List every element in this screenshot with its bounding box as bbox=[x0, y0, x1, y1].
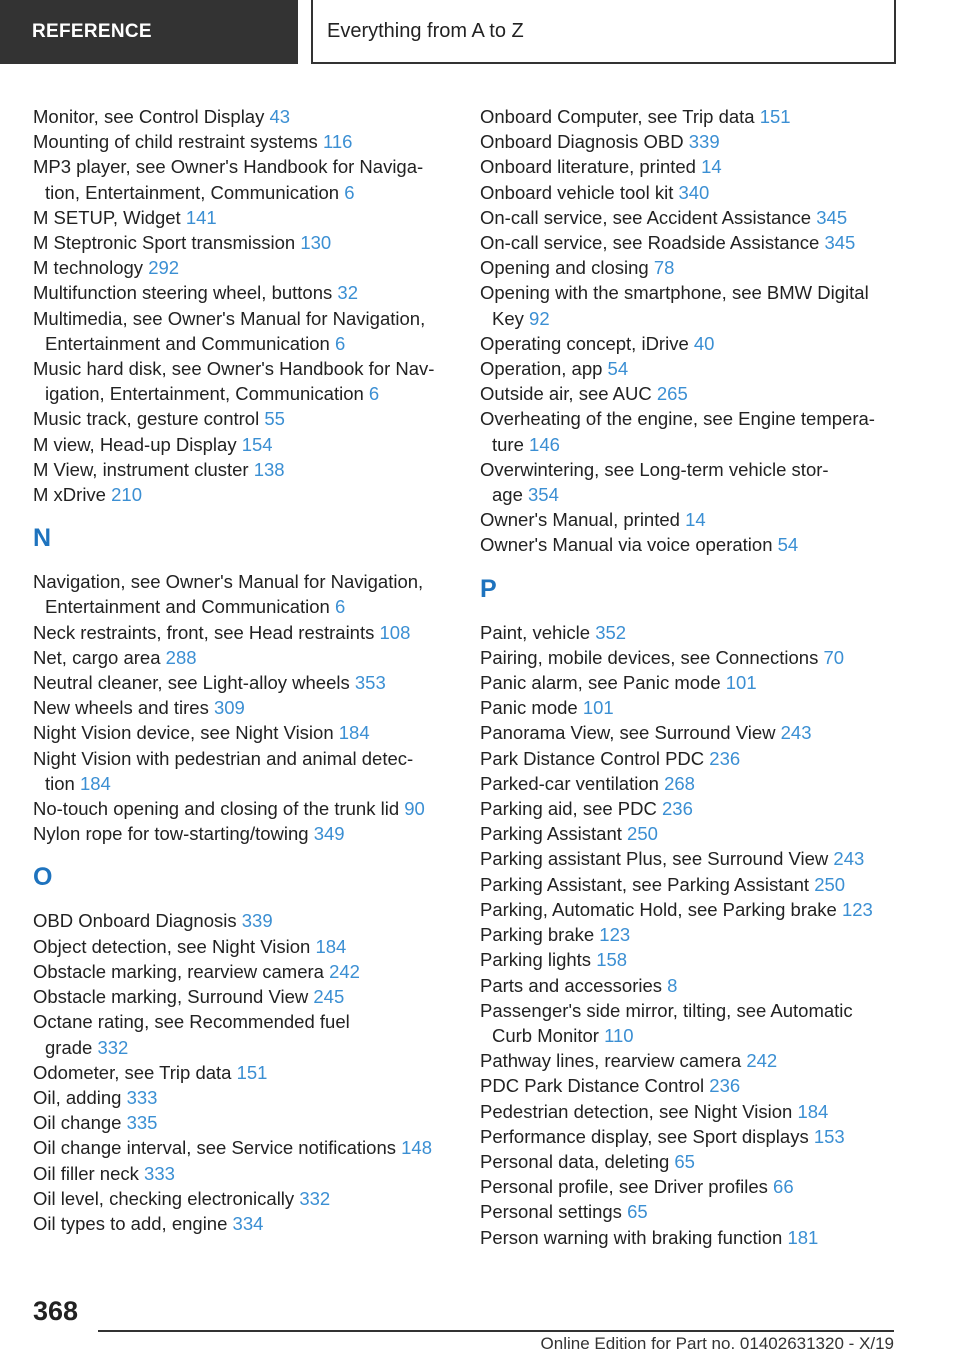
page-reference-link[interactable]: 146 bbox=[529, 433, 560, 455]
entry-text: Mounting of child restraint systems bbox=[33, 131, 318, 153]
entry-text: Parking aid, see PDC bbox=[480, 798, 657, 820]
index-entry bbox=[480, 406, 900, 456]
entry-text: Owner's Manual, printed bbox=[480, 509, 680, 531]
entry-text: Performance display, see Sport displays bbox=[480, 1125, 809, 1147]
index-entry bbox=[33, 406, 453, 431]
entry-text: Pedestrian detection, see Night Vision bbox=[480, 1100, 793, 1122]
entry-text: age bbox=[492, 484, 523, 506]
entry-text: On-call service, see Roadside Assistance bbox=[480, 232, 820, 254]
index-entry bbox=[480, 771, 900, 796]
entry-text: Octane rating, see Recommended fuel bbox=[33, 1011, 350, 1033]
page-reference-link[interactable]: 78 bbox=[653, 257, 675, 279]
index-entry bbox=[33, 1009, 453, 1059]
index-entry bbox=[480, 1099, 900, 1124]
index-entry bbox=[480, 230, 900, 255]
index-entry bbox=[480, 872, 900, 897]
page-reference-link[interactable]: 65 bbox=[674, 1150, 695, 1172]
index-entry bbox=[480, 821, 900, 846]
page-header bbox=[0, 0, 960, 66]
index-entry bbox=[480, 998, 900, 1048]
page-reference-link[interactable]: 334 bbox=[232, 1212, 264, 1234]
index-entry bbox=[480, 922, 900, 947]
page-reference-link[interactable]: 123 bbox=[599, 924, 631, 946]
index-entry bbox=[33, 569, 453, 619]
index-entry bbox=[33, 104, 453, 129]
entry-text: Onboard literature, printed bbox=[480, 156, 696, 178]
index-entry bbox=[33, 482, 453, 507]
entry-text: Entertainment and Communication bbox=[45, 596, 330, 618]
entry-text: M View, instrument cluster bbox=[33, 458, 249, 480]
entry-text: Oil, adding bbox=[33, 1086, 122, 1108]
page-reference-link[interactable]: 130 bbox=[300, 232, 332, 254]
index-entry bbox=[33, 205, 453, 230]
index-entry bbox=[480, 695, 900, 720]
entry-text: PDC Park Distance Control bbox=[480, 1075, 705, 1097]
entry-text: Onboard vehicle tool kit bbox=[480, 181, 674, 203]
index-entry bbox=[480, 104, 900, 129]
page-reference-link[interactable]: 158 bbox=[596, 949, 628, 971]
index-entry bbox=[480, 645, 900, 670]
index-entry bbox=[480, 1048, 900, 1073]
page-reference-link[interactable]: 54 bbox=[777, 534, 799, 556]
page-reference-link[interactable]: 151 bbox=[236, 1061, 268, 1083]
entry-text: Parked-car ventilation bbox=[480, 772, 659, 794]
entry-text: Curb Monitor bbox=[492, 1024, 599, 1046]
page-reference-link[interactable]: 354 bbox=[528, 484, 559, 506]
index-entry bbox=[480, 1174, 900, 1199]
index-entry bbox=[33, 356, 453, 406]
page-reference-link[interactable]: 40 bbox=[693, 332, 715, 354]
index-entry bbox=[480, 1199, 900, 1224]
page-reference-link[interactable]: 250 bbox=[627, 823, 658, 845]
entry-text: Odometer, see Trip data bbox=[33, 1061, 232, 1083]
entry-text: Outside air, see AUC bbox=[480, 383, 652, 405]
index-entry bbox=[33, 255, 453, 280]
index-entry bbox=[33, 1211, 453, 1236]
index-entry bbox=[33, 1110, 453, 1135]
entry-text: Object detection, see Night Vision bbox=[33, 935, 311, 957]
page-reference-link[interactable]: 236 bbox=[709, 1075, 741, 1097]
index-entry bbox=[480, 280, 900, 330]
page-reference-link[interactable]: 292 bbox=[148, 257, 180, 279]
page-reference-link[interactable]: 340 bbox=[678, 181, 710, 203]
page-reference-link[interactable]: 242 bbox=[329, 960, 360, 982]
page-reference-link[interactable]: 6 bbox=[368, 383, 380, 405]
index-entry bbox=[480, 532, 900, 557]
index-entry bbox=[480, 670, 900, 695]
page-reference-link[interactable]: 101 bbox=[725, 672, 757, 694]
index-entry bbox=[33, 1085, 453, 1110]
page-reference-link[interactable]: 345 bbox=[816, 206, 848, 228]
index-entry bbox=[33, 620, 453, 645]
index-entry bbox=[480, 1124, 900, 1149]
chapter-title: Everything from A to Z bbox=[311, 0, 896, 64]
entry-text: Personal settings bbox=[480, 1201, 622, 1223]
page-reference-link[interactable]: 309 bbox=[213, 697, 245, 719]
entry-text: Onboard Computer, see Trip data bbox=[480, 106, 755, 127]
entry-text: Music hard disk, see Owner's Handbook for Nav- bbox=[33, 358, 435, 380]
index-entry bbox=[480, 180, 900, 205]
entry-text: New wheels and tires bbox=[33, 697, 209, 719]
entry-text: M view, Head-up Display bbox=[33, 433, 237, 455]
page-reference-link[interactable]: 345 bbox=[824, 232, 856, 254]
entry-text: Entertainment and Communication bbox=[45, 332, 330, 354]
index-entry bbox=[480, 1225, 900, 1250]
index-entry bbox=[480, 381, 900, 406]
entry-text: Key bbox=[492, 307, 524, 329]
index-column-right bbox=[480, 104, 900, 1250]
page-reference-link[interactable]: 138 bbox=[253, 458, 285, 480]
entry-text: M SETUP, Widget bbox=[33, 206, 181, 228]
entry-text: M Steptronic Sport transmission bbox=[33, 232, 296, 254]
page-reference-link[interactable]: 184 bbox=[79, 772, 111, 794]
edition-footer: Online Edition for Part no. 01402631320 - X/19 bbox=[540, 1334, 894, 1353]
page-reference-link[interactable]: 66 bbox=[773, 1176, 794, 1198]
entry-text: Panic alarm, see Panic mode bbox=[480, 672, 721, 694]
page-reference-link[interactable]: 243 bbox=[833, 848, 865, 870]
page-reference-link[interactable]: 184 bbox=[315, 935, 347, 957]
index-entry bbox=[480, 331, 900, 356]
page-reference-link[interactable]: 184 bbox=[338, 722, 370, 744]
index-entry bbox=[480, 129, 900, 154]
entry-text: Panorama View, see Surround View bbox=[480, 722, 776, 744]
page-reference-link[interactable]: 101 bbox=[582, 697, 614, 719]
page-reference-link[interactable]: 250 bbox=[814, 873, 846, 895]
index-entry bbox=[33, 306, 453, 356]
entry-text: Overwintering, see Long-term vehicle stor- bbox=[480, 458, 829, 480]
page-number: 368 bbox=[33, 1296, 79, 1326]
index-entry bbox=[33, 457, 453, 482]
page-reference-link[interactable]: 288 bbox=[165, 646, 197, 668]
index-entry bbox=[33, 1161, 453, 1186]
entry-text: tion, Entertainment, Communication bbox=[45, 181, 340, 203]
index-entry bbox=[480, 154, 900, 179]
entry-text: Opening with the smartphone, see BMW Digital bbox=[480, 282, 869, 304]
page-reference-link[interactable]: 236 bbox=[662, 798, 693, 820]
page-reference-link[interactable]: 154 bbox=[241, 433, 273, 455]
index-entry bbox=[33, 934, 453, 959]
entry-text: Oil change bbox=[33, 1112, 122, 1134]
page-reference-link[interactable]: 6 bbox=[335, 596, 346, 618]
entry-text: Parking Assistant bbox=[480, 823, 622, 845]
entry-text: Music track, gesture control bbox=[33, 408, 260, 430]
entry-text: Operation, app bbox=[480, 358, 603, 380]
index-column-left bbox=[33, 104, 453, 1236]
page-reference-link[interactable]: 242 bbox=[746, 1050, 778, 1072]
entry-text: Monitor, see Control Display bbox=[33, 106, 265, 127]
page-reference-link[interactable]: 43 bbox=[269, 106, 291, 127]
entry-text: Park Distance Control PDC bbox=[480, 747, 705, 769]
index-entry bbox=[480, 746, 900, 771]
entry-text: Parking brake bbox=[480, 924, 595, 946]
index-entry bbox=[33, 432, 453, 457]
index-entry bbox=[33, 695, 453, 720]
entry-text: Multifunction steering wheel, buttons bbox=[33, 282, 333, 304]
index-entry bbox=[480, 720, 900, 745]
index-entry bbox=[33, 984, 453, 1009]
index-entry bbox=[33, 1135, 453, 1160]
index-entry bbox=[480, 356, 900, 381]
entry-text: Obstacle marking, Surround View bbox=[33, 986, 309, 1008]
index-entry bbox=[33, 821, 453, 846]
page-reference-link[interactable]: 90 bbox=[404, 798, 425, 820]
entry-text: Paint, vehicle bbox=[480, 621, 591, 643]
entry-text: Nylon rope for tow-starting/towing bbox=[33, 823, 309, 845]
index-entry bbox=[33, 670, 453, 695]
page-reference-link[interactable]: 32 bbox=[337, 282, 358, 304]
page-reference-link[interactable]: 332 bbox=[97, 1036, 129, 1058]
entry-text: Parts and accessories bbox=[480, 974, 663, 996]
entry-text: Panic mode bbox=[480, 697, 578, 719]
entry-text: Obstacle marking, rearview camera bbox=[33, 960, 324, 982]
page-reference-link[interactable]: 339 bbox=[241, 910, 273, 932]
index-entry bbox=[33, 959, 453, 984]
index-entry bbox=[33, 280, 453, 305]
index-entry bbox=[480, 205, 900, 230]
entry-text: tion bbox=[45, 772, 75, 794]
page-reference-link[interactable]: 243 bbox=[780, 722, 812, 744]
entry-text: Night Vision device, see Night Vision bbox=[33, 722, 334, 744]
page-reference-link[interactable]: 333 bbox=[126, 1086, 158, 1108]
page-reference-link[interactable]: 333 bbox=[144, 1162, 175, 1184]
entry-text: Pathway lines, rearview camera bbox=[480, 1050, 742, 1072]
page-reference-link[interactable]: 110 bbox=[604, 1024, 634, 1046]
page-reference-link[interactable]: 6 bbox=[344, 181, 355, 203]
page-reference-link[interactable]: 268 bbox=[664, 772, 695, 794]
entry-text: Oil filler neck bbox=[33, 1162, 139, 1184]
page-reference-link[interactable]: 14 bbox=[685, 509, 706, 531]
entry-text: Multimedia, see Owner's Manual for Navigation, bbox=[33, 307, 426, 329]
entry-text: Parking assistant Plus, see Surround View bbox=[480, 848, 829, 870]
entry-text: Person warning with braking function bbox=[480, 1226, 783, 1248]
index-entry bbox=[480, 457, 900, 507]
page-reference-link[interactable]: 353 bbox=[354, 672, 386, 694]
entry-text: No-touch opening and closing of the trunk lid bbox=[33, 798, 400, 820]
entry-text: Personal profile, see Driver profiles bbox=[480, 1176, 768, 1198]
page-reference-link[interactable]: 141 bbox=[185, 206, 217, 228]
entry-text: Parking lights bbox=[480, 949, 592, 971]
page-reference-link[interactable]: 151 bbox=[759, 106, 791, 127]
index-entry bbox=[480, 255, 900, 280]
entry-text: igation, Entertainment, Communication bbox=[45, 383, 364, 405]
page-reference-link[interactable]: 65 bbox=[627, 1201, 648, 1223]
entry-text: Pairing, mobile devices, see Connections bbox=[480, 646, 819, 668]
index-entry bbox=[480, 947, 900, 972]
entry-text: OBD Onboard Diagnosis bbox=[33, 910, 237, 932]
entry-text: Neck restraints, front, see Head restraints bbox=[33, 621, 375, 643]
entry-text: Net, cargo area bbox=[33, 646, 161, 668]
page-reference-link[interactable]: 265 bbox=[656, 383, 688, 405]
page-reference-link[interactable]: 108 bbox=[379, 621, 411, 643]
page-reference-link[interactable]: 352 bbox=[595, 621, 627, 643]
index-entry bbox=[33, 908, 453, 933]
index-entry bbox=[33, 230, 453, 255]
entry-text: Owner's Manual via voice operation bbox=[480, 534, 773, 556]
page-reference-link[interactable]: 335 bbox=[126, 1112, 158, 1134]
entry-text: Opening and closing bbox=[480, 257, 649, 279]
page-reference-link[interactable]: 14 bbox=[701, 156, 722, 178]
page-reference-link[interactable]: 181 bbox=[787, 1226, 819, 1248]
entry-text: Neutral cleaner, see Light-alloy wheels bbox=[33, 672, 350, 694]
entry-text: ture bbox=[492, 433, 524, 455]
page-reference-link[interactable]: 148 bbox=[401, 1137, 433, 1159]
entry-text: Personal data, deleting bbox=[480, 1150, 670, 1172]
index-entry bbox=[33, 1060, 453, 1085]
page-reference-link[interactable]: 8 bbox=[667, 974, 678, 996]
entry-text: Navigation, see Owner's Manual for Navigation, bbox=[33, 571, 424, 593]
footer-divider bbox=[98, 1330, 894, 1332]
index-entry bbox=[33, 720, 453, 745]
page-reference-link[interactable]: 153 bbox=[813, 1125, 845, 1147]
entry-text: Overheating of the engine, see Engine tempera- bbox=[480, 408, 875, 430]
entry-text: Oil types to add, engine bbox=[33, 1212, 228, 1234]
section-letter: P bbox=[480, 574, 497, 603]
page-reference-link[interactable]: 6 bbox=[335, 332, 346, 354]
page-reference-link[interactable]: 92 bbox=[529, 307, 550, 329]
index-entry bbox=[33, 645, 453, 670]
section-letter: N bbox=[33, 524, 52, 553]
index-entry bbox=[480, 1073, 900, 1098]
page-reference-link[interactable]: 116 bbox=[322, 131, 353, 153]
page-reference-link[interactable]: 332 bbox=[299, 1187, 331, 1209]
index-entry bbox=[480, 796, 900, 821]
index-entry bbox=[480, 1149, 900, 1174]
index-entry bbox=[480, 846, 900, 871]
index-entry bbox=[480, 620, 900, 645]
index-entry bbox=[480, 897, 900, 922]
page-reference-link[interactable]: 184 bbox=[797, 1100, 829, 1122]
index-entry bbox=[33, 154, 453, 204]
entry-text: Oil level, checking electronically bbox=[33, 1187, 295, 1209]
entry-text: Onboard Diagnosis OBD bbox=[480, 131, 684, 153]
entry-text: Operating concept, iDrive bbox=[480, 332, 689, 354]
entry-text: On-call service, see Accident Assistance bbox=[480, 206, 812, 228]
page-reference-link[interactable]: 210 bbox=[111, 484, 142, 506]
entry-text: MP3 player, see Owner's Handbook for Naviga- bbox=[33, 156, 424, 178]
entry-text: M technology bbox=[33, 257, 144, 279]
entry-text: Passenger's side mirror, tilting, see Automatic bbox=[480, 999, 853, 1021]
entry-text: Night Vision with pedestrian and animal detec- bbox=[33, 747, 414, 769]
section-tab: REFERENCE bbox=[0, 0, 298, 64]
entry-text: Oil change interval, see Service notifications bbox=[33, 1137, 396, 1159]
entry-text: Parking, Automatic Hold, see Parking brake bbox=[480, 898, 837, 920]
page-reference-link[interactable]: 245 bbox=[313, 986, 345, 1008]
index-entry bbox=[480, 507, 900, 532]
entry-text: Parking Assistant, see Parking Assistant bbox=[480, 873, 810, 895]
index-entry bbox=[33, 1186, 453, 1211]
page-reference-link[interactable]: 123 bbox=[841, 898, 873, 920]
page-reference-link[interactable]: 55 bbox=[264, 408, 285, 430]
page-reference-link[interactable]: 70 bbox=[823, 646, 845, 668]
page-reference-link[interactable]: 54 bbox=[607, 358, 629, 380]
index-entry bbox=[480, 973, 900, 998]
page-reference-link[interactable]: 236 bbox=[709, 747, 741, 769]
entry-text: grade bbox=[45, 1036, 93, 1058]
entry-text: M xDrive bbox=[33, 484, 106, 506]
section-letter: O bbox=[33, 863, 53, 892]
index-entry bbox=[33, 746, 453, 796]
page-reference-link[interactable]: 339 bbox=[688, 131, 720, 153]
page-reference-link[interactable]: 349 bbox=[313, 823, 345, 845]
index-entry bbox=[33, 796, 453, 821]
index-entry bbox=[33, 129, 453, 154]
